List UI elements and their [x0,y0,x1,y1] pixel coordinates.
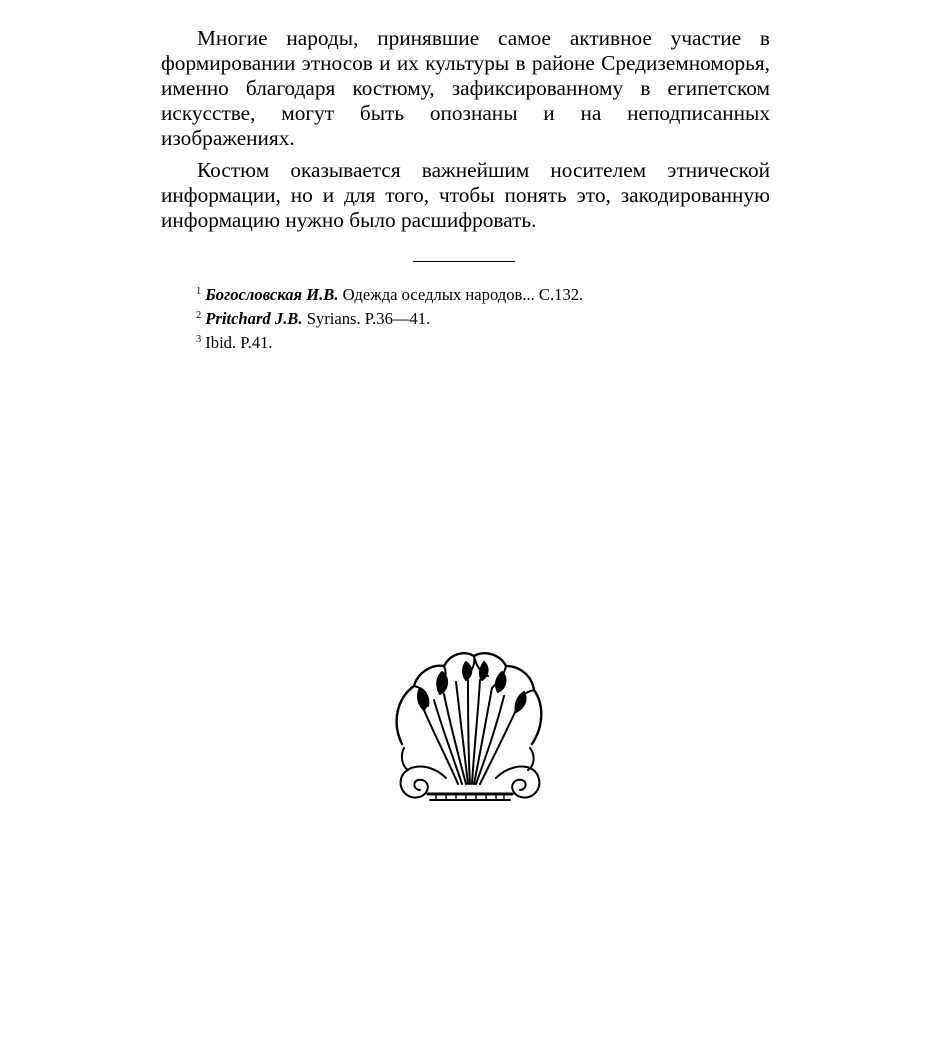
footnotes [196,281,756,352]
footnote-number: 2 [196,309,202,321]
footnote-number: 1 [196,286,202,297]
footnote [196,329,756,353]
footnote-author: Богословская И.В. [205,284,339,304]
footnote-text: Ibid. P.41. [205,332,273,352]
main-text [161,26,770,240]
paragraph: Многие народы, принявшие самое активное участие в формировании этносов и их культуры в районе Средиземноморья, именно благодаря костюму, зафиксированному в египетском искусстве, могут быть опознаны и на неподписанных изображениях. [161,26,770,150]
palmette-ornament-icon [384,644,550,808]
footnote-number: 3 [196,333,202,345]
paragraph: Костюм оказывается важнейшим носителем этнической информации, но и для того, чтобы понять это, закодированную информацию нужно было расшифровать. [161,158,770,232]
footnote-text: Одежда оседлых народов... С.132. [342,284,584,304]
footnote-author: Pritchard J.B. [205,308,303,328]
footnote-separator [413,261,515,262]
footnote [196,281,756,305]
footnote [196,305,756,329]
footnote-text: Syrians. P.36—41. [306,308,431,328]
